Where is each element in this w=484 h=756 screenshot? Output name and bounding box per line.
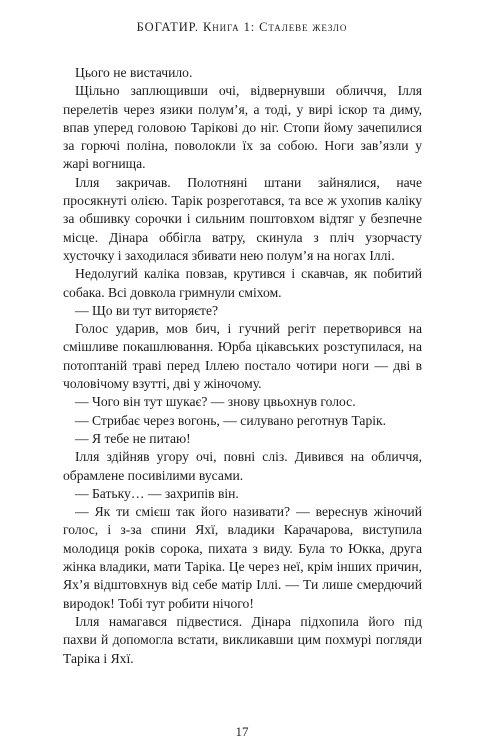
paragraph: — Стрибає через вогонь, — силувано реготнув Тарік.	[75, 412, 387, 428]
paragraph: Щільно заплющивши очі, відвернувши обличчя, Ілля перелетів через язики полум’я, а тоді, у вирі іскор та диму, впав уперед головою Тарікові до ніг. Стопи йому зачепилися за горючі поліна, поволокли їх за собою. Ноги зав’язли у жарі вогнища.	[63, 83, 422, 172]
paragraph: — Що ви тут виторяєте?	[75, 302, 219, 318]
paragraph: Голос ударив, мов бич, і гучний регіт перетворився на смішливе покашлювання. Юрба цікавських розступилася, на потоптаній траві перед Іллею постало чотири ноги — дві в чоловічому взутті, дві у жіночому.	[63, 321, 422, 392]
running-head	[0, 20, 484, 35]
paragraph: Ілля закричав. Полотняні штани зайнялися, наче просякнуті олією. Тарік розреготався, та все ж ухопив каліку за обшивку сорочки і сильним поштовхом відтяг у безпечне місце. Дінара оббігла ватру, скинула з пліч узорчасту хусточку і заходилася збивати нею полум’я на ногах Іллі.	[63, 174, 422, 263]
paragraph: Ілля намагався підвестися. Дінара підхопила його під пахви й допомогла встати, викликавши цим похмурі погляди Таріка і Яхї.	[63, 613, 422, 666]
body-text	[63, 64, 422, 668]
paragraph: — Батьку… — захрипів він.	[75, 485, 239, 501]
paragraph: Недолугий каліка повзав, крутився і скавчав, як побитий собака. Всі довкола гримнули сміхом.	[63, 266, 422, 300]
running-head-book: Книга 1: Сталеве жезло	[202, 20, 348, 34]
paragraph: — Як ти смієш так його називати? — вереснув жіночий голос, і з-за спини Яхї, владики Карачарова, виступила молодиця років сорока, пихата з виду. Була то Юкка, друга жінка владики, мати Таріка. Це через неї, крім інших причин, Ях’я відштовхнув від себе матір Іллі. — Ти лише смердючий виродок! Тобі тут робити нічого!	[63, 504, 422, 611]
page-number: 17	[235, 724, 249, 739]
paragraph: — Чого він тут шукає? — знову цвьохнув голос.	[75, 394, 356, 410]
paragraph: Ілля здійняв угору очі, повні сліз. Дивився на обличчя, обрамлене посивілими вусами.	[63, 449, 422, 483]
paragraph: Цього не вистачило.	[75, 65, 193, 80]
running-head-author: БОГАТИР.	[136, 20, 199, 34]
paragraph: — Я тебе не питаю!	[75, 430, 191, 446]
